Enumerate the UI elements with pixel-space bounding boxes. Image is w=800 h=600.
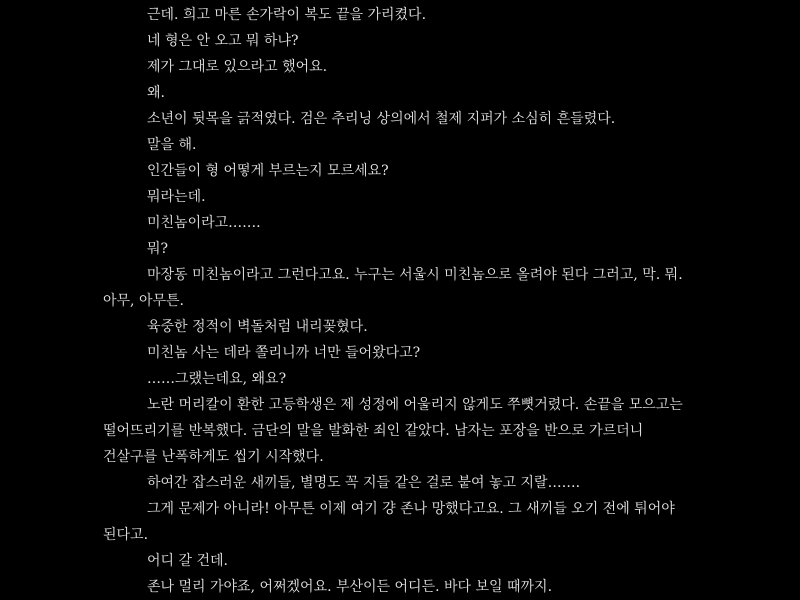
paragraph-line: 제가 그대로 있으라고 했어요.	[147, 59, 328, 75]
paragraph-line: 인간들이 형 어떻게 부르는지 모르세요?	[147, 163, 389, 179]
paragraph-line: 마장동 미친놈이라고 그런다고요. 누구는 서울시 미친놈으로 올려야 된다 그러고, 막. 뭐.	[147, 267, 683, 283]
paragraph-line: 소년이 뒷목을 긁적였다. 검은 추리닝 상의에서 철제 지퍼가 소심히 흔들렸다.	[147, 111, 616, 127]
paragraph-line: 그게 문제가 아니라! 아무튼 이제 여기 걍 존나 망했다고요. 그 새끼들 오기 전에 튀어야	[147, 501, 675, 517]
paragraph-continuation: 된다고.	[103, 527, 149, 543]
novel-text	[103, 2, 683, 600]
paragraph-continuation: 아무, 아무튼.	[103, 293, 184, 309]
paragraph-line: 존나 멀리 가야죠, 어쩌겠어요. 부산이든 어디든. 바다 보일 때까지.	[147, 579, 553, 595]
paragraph-line: 어디 갈 건데.	[147, 553, 228, 569]
paragraph-line: 하여간 잡스러운 새끼들, 별명도 꼭 지들 같은 걸로 붙여 놓고 지랄…….	[147, 475, 581, 491]
paragraph-line: 왜.	[147, 85, 165, 101]
paragraph-line: 뭐라는데.	[147, 189, 206, 205]
paragraph-continuation: 떨어뜨리기를 반복했다. 금단의 말을 발화한 죄인 같았다. 남자는 포장을 반으로 가르더니	[103, 423, 644, 439]
paragraph-line: 미친놈이라고…….	[147, 215, 261, 231]
paragraph-line: 말을 해.	[147, 137, 197, 153]
paragraph-line: ……그랬는데요, 왜요?	[147, 371, 287, 387]
paragraph-continuation: 건살구를 난폭하게도 씹기 시작했다.	[103, 449, 324, 465]
paragraph-line: 노란 머리칼이 환한 고등학생은 제 성정에 어울리지 않게도 쭈뼛거렸다. 손끝을 모으고는	[147, 397, 683, 413]
paragraph-line: 뭐?	[147, 241, 169, 257]
paragraph-line: 육중한 정적이 벽돌처럼 내리꽂혔다.	[147, 319, 368, 335]
paragraph-line: 네 형은 안 오고 뭐 하냐?	[147, 33, 299, 49]
paragraph-line: 근데. 희고 마른 손가락이 복도 끝을 가리켰다.	[147, 7, 427, 23]
paragraph-line: 미친놈 사는 데라 쫄리니까 너만 들어왔다고?	[147, 345, 421, 361]
